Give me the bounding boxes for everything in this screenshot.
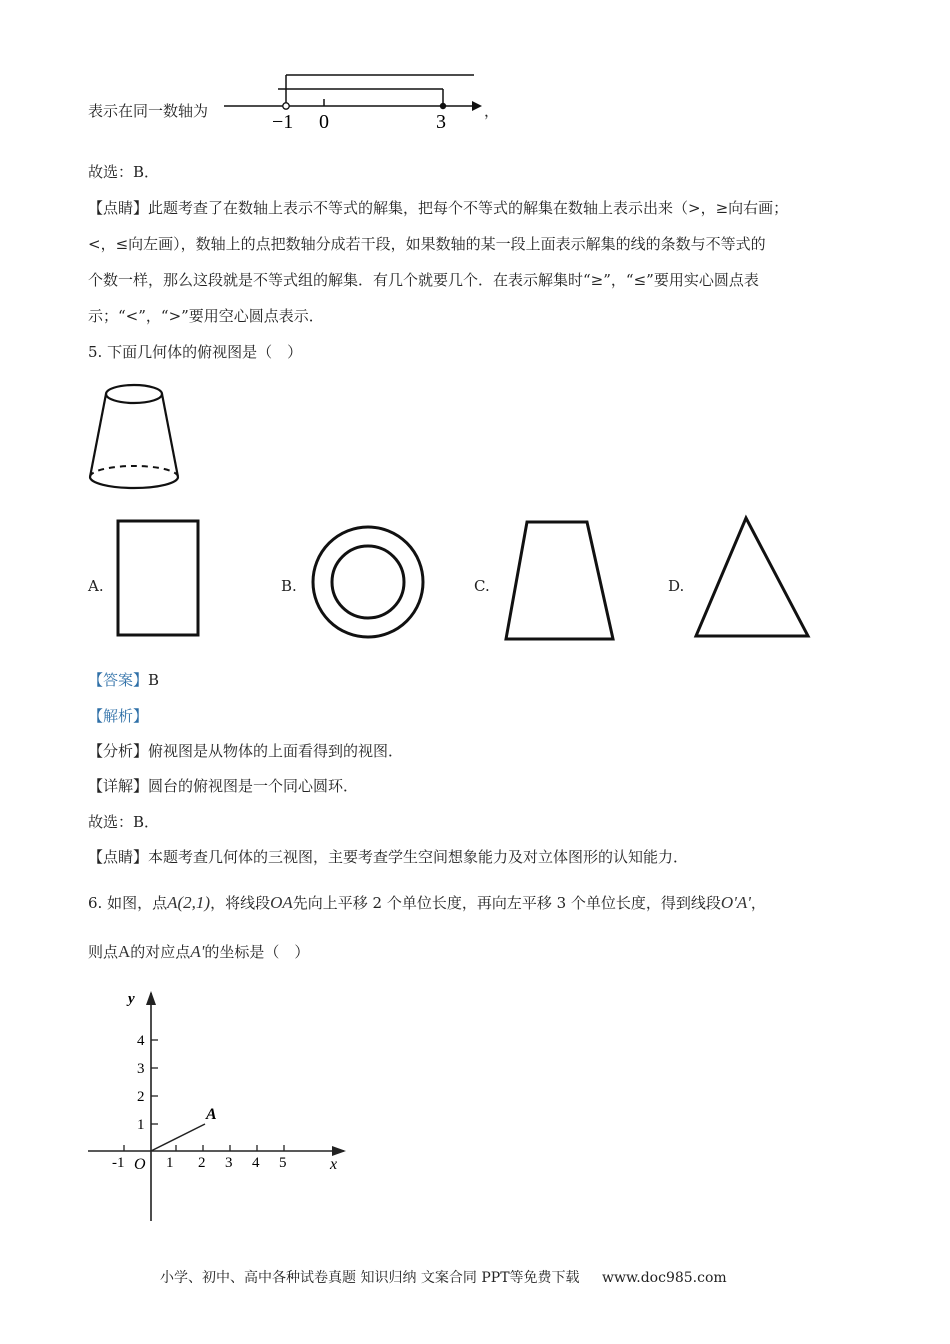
x-tick-4: 4 [252,1155,260,1171]
segment-oa-prime: O'A' [720,893,751,912]
q4-choice: 故选：B． [88,163,160,181]
y-tick-1: 1 [137,1117,145,1133]
q4-dianjing-line-1: 【点睛】此题考查了在数轴上表示不等式的解集，把每个不等式的解集在数轴上表示出来（>，≥向右画； [88,199,789,217]
arrow-head-icon [472,101,482,111]
dianjing-tag: 【点睛】 [88,199,149,217]
q4-dianjing-line-4: 示；“<”，“>”要用空心圆点表示． [88,307,324,325]
solid-dot [440,103,446,109]
footer-url[interactable]: www.doc985.com [601,1270,727,1286]
option-d-label: D. [668,577,685,595]
numberline-caption: 表示在同一数轴为 [88,102,209,120]
footer [160,1268,727,1288]
origin-label: O [134,1156,146,1173]
q5-answer: 【答案】B [88,671,160,689]
number-line-figure [220,66,490,136]
y-axis-arrow-icon [146,991,156,1005]
x-tick-3: 3 [225,1155,233,1171]
tick-label-3: 3 [436,111,446,133]
option-a-rectangle [112,515,207,645]
q6-question-line-1: 6. 如图，点A(2,1)，将线段OA先向上平移 2 个单位长度，再向左平移 3 个单位长度，得到线段O'A'， [88,893,766,912]
x-tick-2: 2 [198,1155,206,1171]
q5-analysis-tag: 【解析】 [88,707,149,725]
option-c-trapezoid [500,515,620,645]
frustum-figure [84,380,184,495]
option-b-label: B. [281,577,297,595]
x-tick-neg1: -1 [112,1155,125,1171]
q4-dianjing-line-2: <，≤向左画），数轴上的点把数轴分成若干段，如果数轴的某一段上面表示解集的线的条数与不等式的 [88,235,766,253]
q5-fenxi: 【分析】俯视图是从物体的上面看得到的视图． [88,742,404,760]
segment-oa-line [151,1124,205,1151]
x-axis-label: x [330,1156,338,1173]
open-dot [283,103,289,109]
trailing-comma: ， [484,102,500,120]
option-b-concentric-circles [306,520,431,645]
q5-xiangjie: 【详解】圆台的俯视图是一个同心圆环． [88,777,359,795]
coordinate-graph [84,985,359,1230]
segment-oa: OA [270,893,293,912]
footer-text: 小学、初中、高中各种试卷真题 知识归纳 文案合同 PPT等免费下载 [160,1270,580,1286]
q4-dianjing-line-3: 个数一样，那么这段就是不等式组的解集．有几个就要几个．在表示解集时“≥”，“≤”要用实心圆点表 [88,271,759,289]
point-a-coords: A(2,1) [167,893,211,912]
q5-dianjing: 【点睛】本题考查几何体的三视图，主要考查学生空间想象能力及对立体图形的认知能力． [88,848,689,866]
y-tick-4: 4 [137,1033,145,1049]
x-axis-arrow-icon [332,1146,346,1156]
y-tick-2: 2 [137,1089,145,1105]
q6-question-line-2: 则点A的对应点A'的坐标是（ ） [88,942,310,961]
y-tick-3: 3 [137,1061,145,1077]
point-a-label: A [206,1106,217,1123]
q5-choice: 故选：B． [88,813,160,831]
tick-label-0: 0 [319,111,329,133]
y-axis-label: y [128,991,135,1007]
option-d-triangle [690,512,815,642]
option-a-label: A. [88,577,104,595]
x-tick-1: 1 [166,1155,174,1171]
q5-question: 5. 下面几何体的俯视图是（ ） [88,343,303,361]
tick-label-neg1: −1 [272,111,294,133]
x-tick-5: 5 [279,1155,287,1171]
option-c-label: C. [474,577,490,595]
